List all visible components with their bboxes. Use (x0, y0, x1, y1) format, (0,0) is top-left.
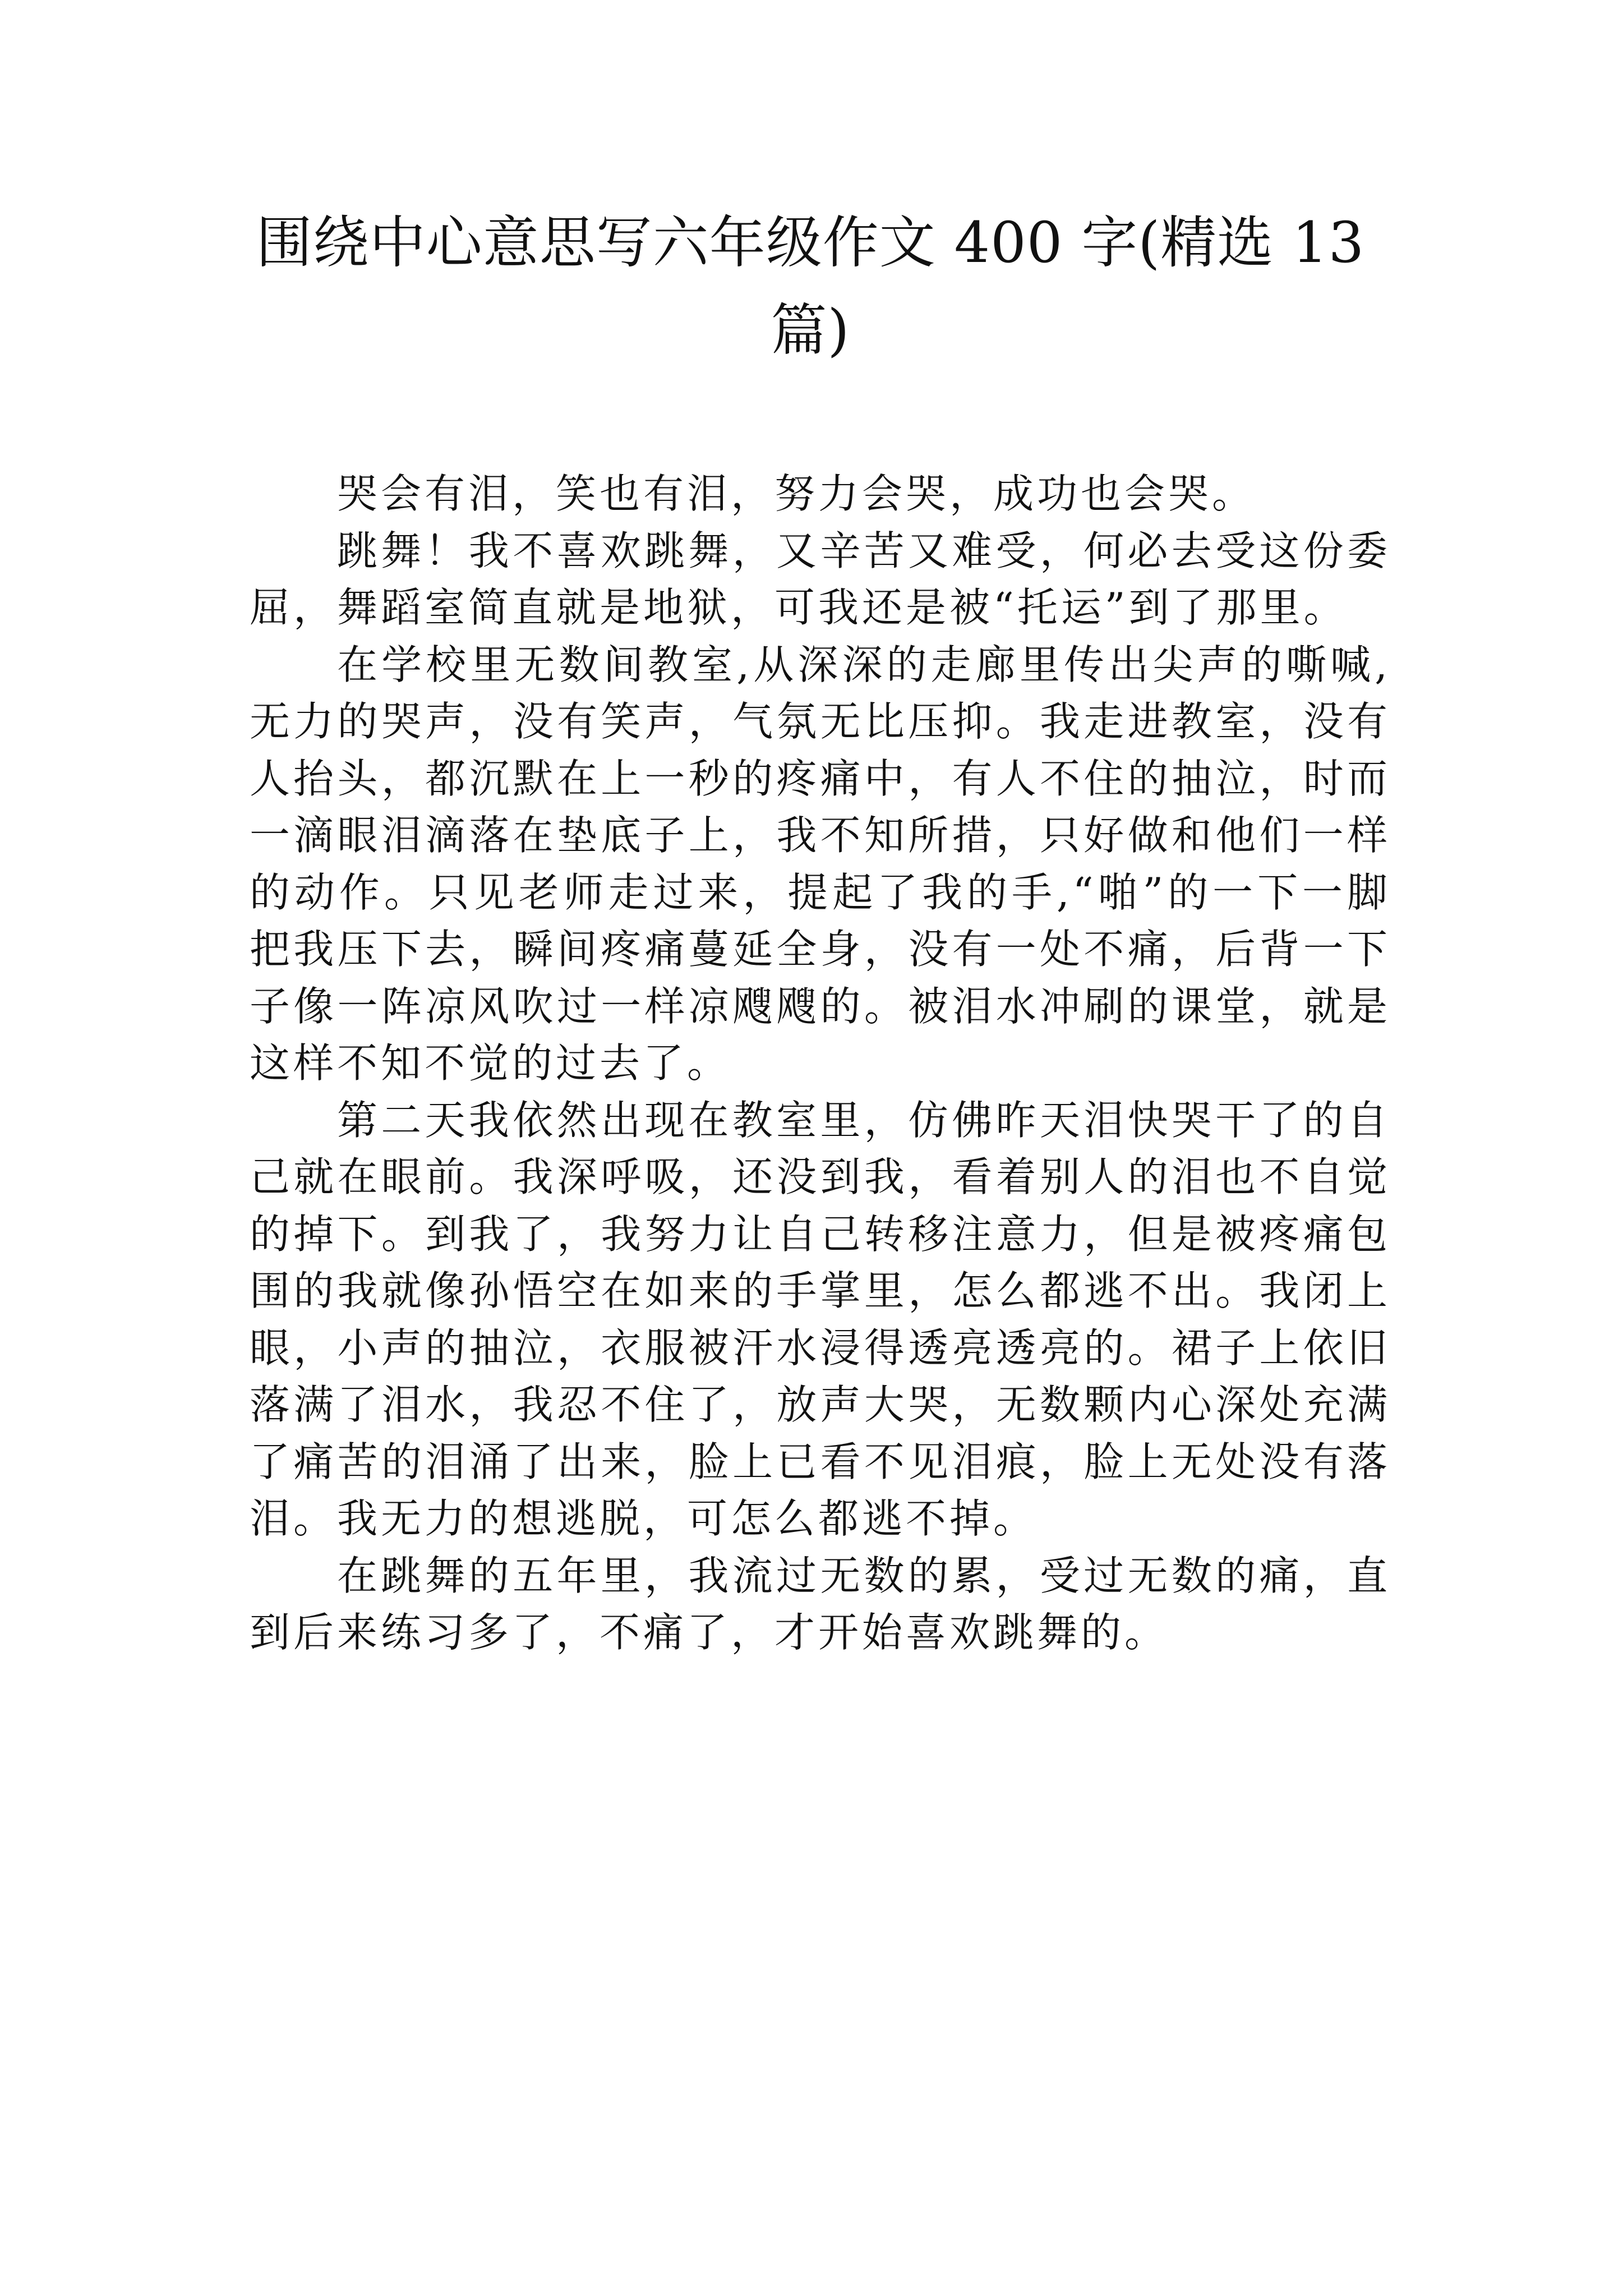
paragraph-4: 第二天我依然出现在教室里，仿佛昨天泪快哭干了的自己就在眼前。我深呼吸，还没到我，看着别人的泪也不自觉的掉下。到我了，我努力让自己转移注意力，但是被疼痛包围的我就像孙悟空在如来的手掌里，怎么都逃不出。我闭上眼，小声的抽泣，衣服被汗水浸得透亮透亮的。裙子上依旧落满了泪水，我忍不住了，放声大哭，无数颗内心深处充满了痛苦的泪涌了出来，脸上已看不见泪痕，脸上无处没有落泪。我无力的想逃脱，可怎么都逃不掉。 (250, 1096, 1391, 1542)
document-title (247, 199, 1374, 374)
paragraph-3: 在学校里无数间教室,从深深的走廊里传出尖声的嘶喊,无力的哭声，没有笑声，气氛无比压抑。我走进教室，没有人抬头，都沉默在上一秒的疼痛中，有人不住的抽泣，时而一滴眼泪滴落在垫底子上，我不知所措，只好做和他们一样的动作。只见老师走过来，提起了我的手,“啪”的一下一脚把我压下去，瞬间疼痛蔓延全身，没有一处不痛，后背一下子像一阵凉风吹过一样凉飕飕的。被泪水冲刷的课堂，就是这样不知不觉的过去了。 (250, 641, 1391, 1087)
title-line-1: 围绕中心意思写六年级作文 400 字(精选 13 (256, 210, 1365, 275)
paragraph-1: 哭会有泪，笑也有泪，努力会哭，成功也会哭。 (337, 470, 1256, 517)
paragraph-2: 跳舞！我不喜欢跳舞，又辛苦又难受，何必去受这份委屈，舞蹈室简直就是地狱，可我还是被“托运”到了那里。 (250, 527, 1391, 631)
paragraph-5: 在跳舞的五年里，我流过无数的累，受过无数的痛，直到后来练习多了，不痛了，才开始喜欢跳舞的。 (250, 1552, 1391, 1656)
document-body (250, 466, 1391, 1662)
title-line-2: 篇) (771, 297, 850, 363)
